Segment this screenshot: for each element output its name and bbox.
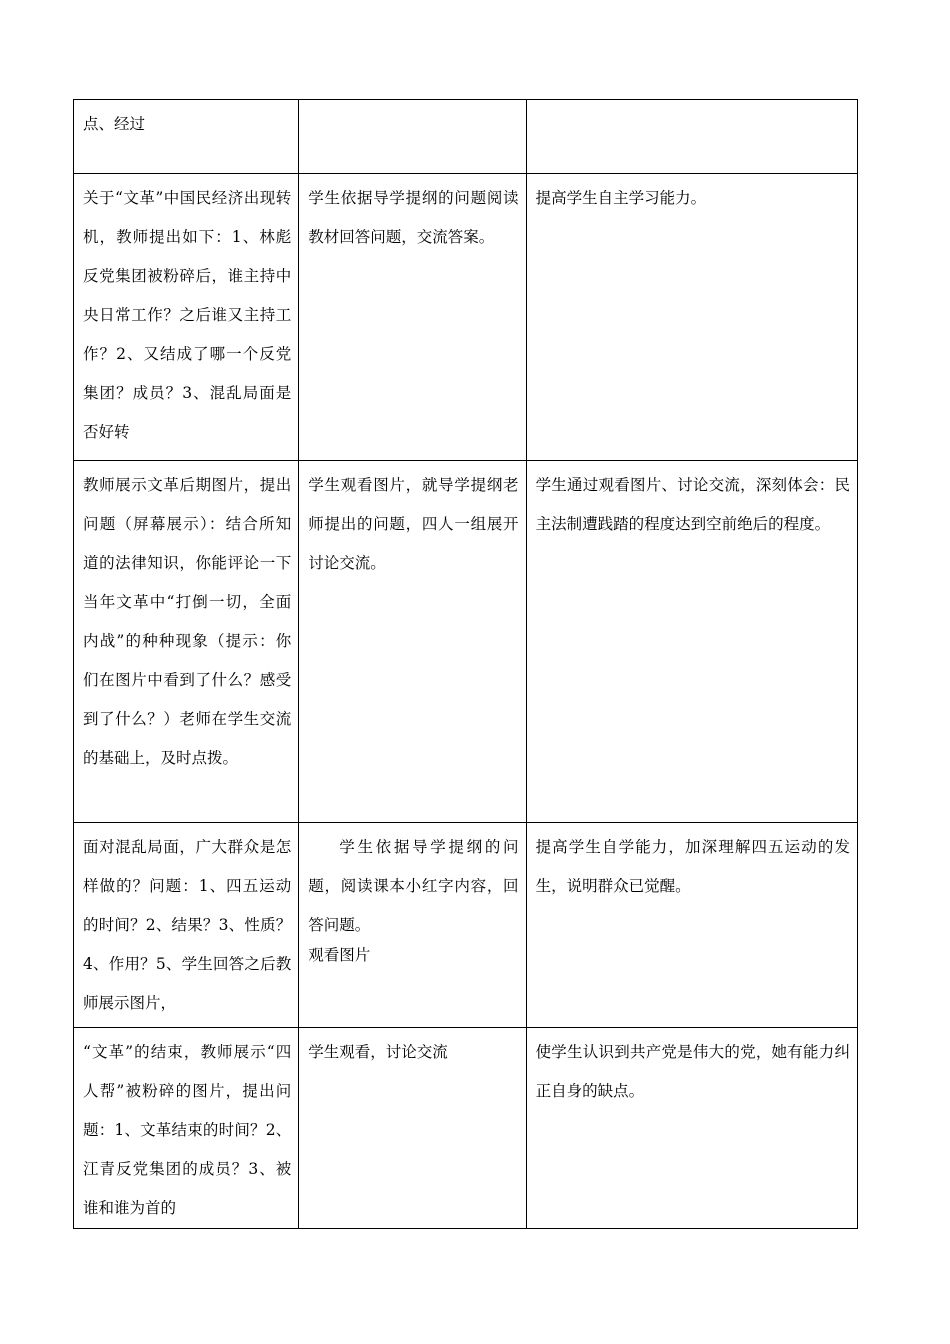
cell-text: 关于“文革”中国民经济出现转机，教师提出如下：1、林彪反党集团被粉碎后，谁主持中央日常工作？之后谁又主持工作？2、又结成了哪一个反党集团？成员？3、混乱局面是否好转: [83, 189, 292, 441]
teacher-activity-cell: [74, 461, 299, 823]
teacher-activity-cell: [74, 174, 299, 461]
cell-text: 学生依据导学提纲的问题，阅读课本小红字内容，回答问题。: [308, 838, 519, 934]
cell-text: 学生观看，讨论交流: [308, 1043, 448, 1061]
cell-text: 面对混乱局面，广大群众是怎样做的？问题：1、四五运动的时间？2、结果？3、性质？4、作用？5、学生回答之后教师展示图片，: [83, 838, 292, 1012]
cell-text: 学生通过观看图片、讨论交流，深刻体会：民主法制遭践踏的程度达到空前绝后的程度。: [535, 476, 850, 533]
lesson-plan-table: [73, 99, 858, 1229]
design-intent-cell: [526, 100, 857, 174]
cell-text: 观看图片: [308, 946, 371, 964]
design-intent-cell: [526, 823, 857, 1028]
cell-text: 教师展示文革后期图片，提出问题（屏幕展示）：结合所知道的法律知识，你能评论一下当年文革中“打倒一切，全面内战”的种种现象（提示：你们在图片中看到了什么？感受到了什么？）老师在学生交流的基础上，及时点拨。: [83, 476, 292, 767]
teacher-activity-cell: [74, 823, 299, 1028]
cell-text: 使学生认识到共产党是伟大的党，她有能力纠正自身的缺点。: [535, 1043, 850, 1100]
table-row: [74, 100, 858, 174]
table-row: [74, 461, 858, 823]
cell-text: 提高学生自学能力，加深理解四五运动的发生，说明群众已觉醒。: [535, 838, 850, 895]
teacher-activity-cell: [74, 1028, 299, 1229]
design-intent-cell: [526, 174, 857, 461]
student-activity-cell: [299, 100, 526, 174]
student-activity-cell: [299, 174, 526, 461]
table-row: [74, 174, 858, 461]
table-row: [74, 823, 858, 1028]
design-intent-cell: [526, 461, 857, 823]
cell-text: 提高学生自主学习能力。: [535, 189, 707, 207]
cell-text: 学生观看图片，就导学提纲老师提出的问题，四人一组展开讨论交流。: [308, 476, 519, 572]
teacher-activity-cell: [74, 100, 299, 174]
cell-text: 学生依据导学提纲的问题阅读教材回答问题，交流答案。: [308, 189, 519, 246]
table-row: [74, 1028, 858, 1229]
cell-text: 点、经过: [83, 115, 146, 133]
design-intent-cell: [526, 1028, 857, 1229]
student-activity-cell: [299, 823, 526, 1028]
student-activity-cell: [299, 1028, 526, 1229]
student-activity-cell: [299, 461, 526, 823]
cell-text: “文革”的结束，教师展示“四人帮”被粉碎的图片，提出问题：1、文革结束的时间？2、江青反党集团的成员？3、被谁和谁为首的: [83, 1043, 292, 1217]
